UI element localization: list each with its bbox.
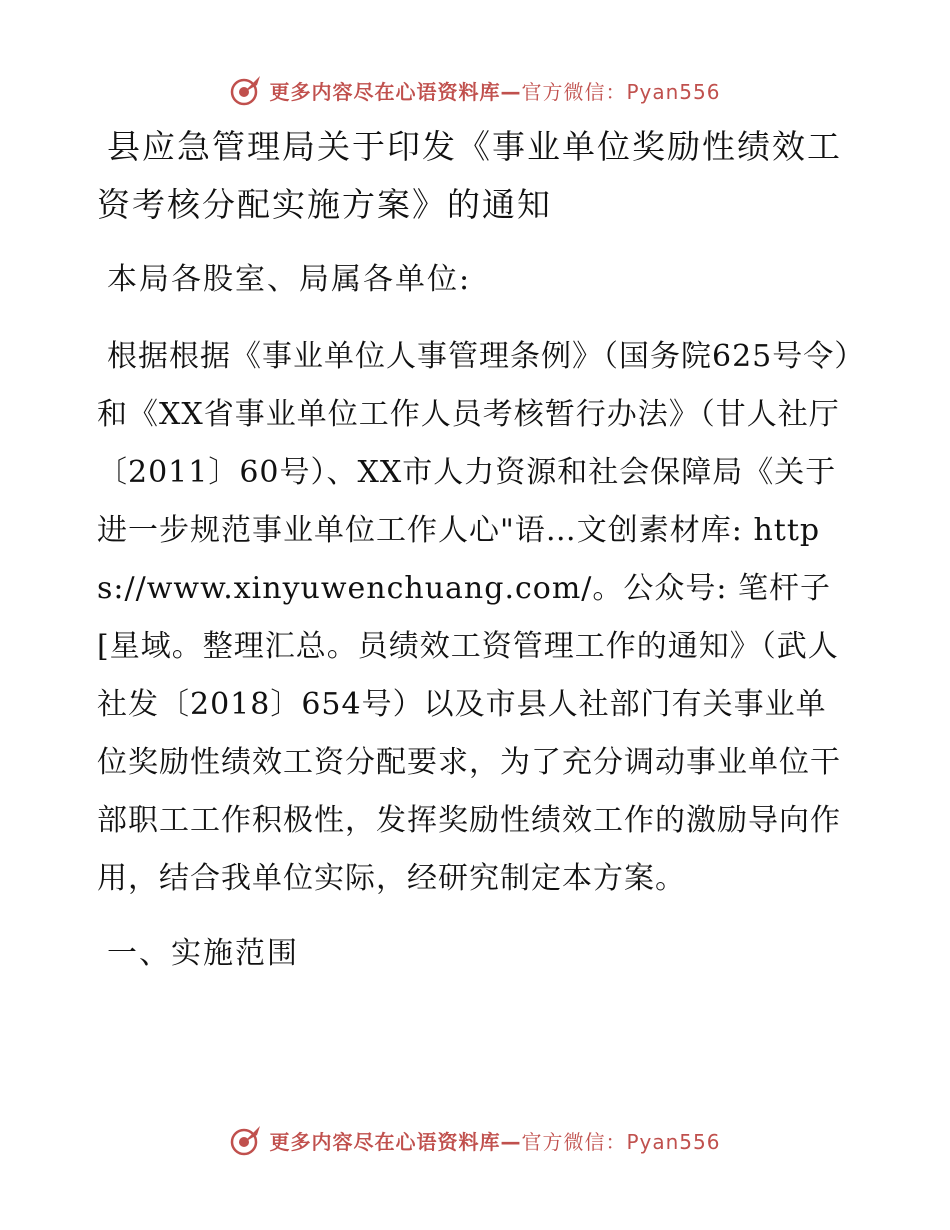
banner-wechat: 官方微信：Pyan556 xyxy=(521,79,721,104)
document-title: 县应急管理局关于印发《事业单位奖励性绩效工资考核分配实施方案》的通知 xyxy=(97,127,842,224)
banner-text: 更多内容尽在心语资料库—官方微信：Pyan556 xyxy=(269,1129,721,1154)
footer-banner xyxy=(0,1120,950,1160)
banner-wechat: 官方微信：Pyan556 xyxy=(521,1129,721,1154)
body-paragraph: 根据根据《事业单位人事管理条例》（国务院625号令）和《XX省事业单位工作人员考核暂行办法》（甘人社厅〔2011〕60号）、XX市人力资源和社会保障局《关于进一步规范事业单位工作人心"语…文创素材库: https://www.xinyuwenchuang.com/。公众号: 笔杆子[星域。整理汇总。员绩效工资管理工作的通知》（武人社发〔2018〕654号）以及市县人社部门有关事业单位奖励性绩效工资分配要求，为了充分调动事业单位干部职工工作积极性，发挥奖励性绩效工作的激励导向作用，结合我单位实际，经研究制定本方案。 xyxy=(97,339,851,896)
greeting: 本局各股室、局属各单位: xyxy=(107,262,472,297)
section-heading-1: 一、实施范围 xyxy=(107,936,299,971)
document-body xyxy=(97,118,857,974)
quill-circle-logo-icon xyxy=(229,73,263,107)
header-banner xyxy=(0,70,950,110)
quill-circle-logo-icon xyxy=(229,1123,263,1157)
banner-text: 更多内容尽在心语资料库—官方微信：Pyan556 xyxy=(269,79,721,104)
